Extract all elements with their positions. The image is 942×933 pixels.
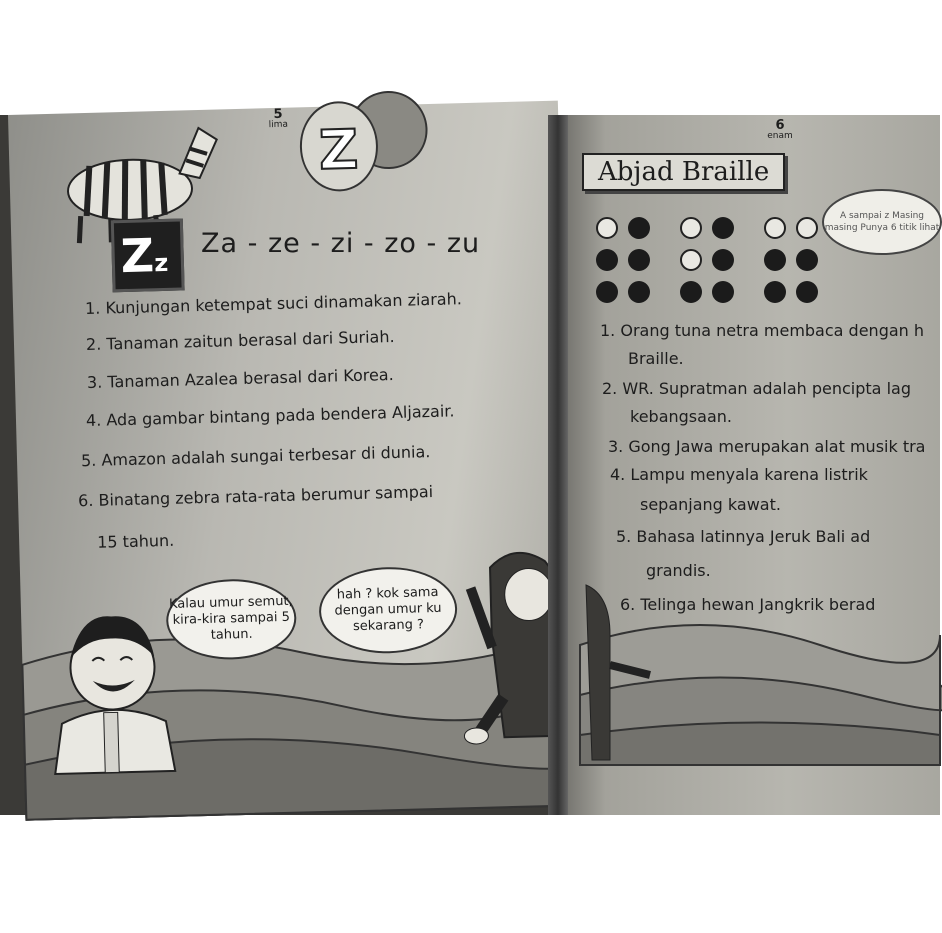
list-item: 5. Amazon adalah sungai terbesar di dunia. xyxy=(80,442,431,471)
braille-dot xyxy=(628,249,650,271)
braille-dot xyxy=(596,281,618,303)
braille-dot xyxy=(596,217,618,239)
boy-illustration xyxy=(41,601,185,775)
braille-dot xyxy=(764,281,786,303)
balloon-z-illustration xyxy=(288,104,430,198)
badge-small: z xyxy=(153,248,169,278)
left-page xyxy=(8,101,576,820)
list-item: 15 tahun. xyxy=(96,530,175,552)
list-item: 1. Orang tuna netra membaca dengan h xyxy=(600,321,925,340)
braille-dot xyxy=(680,249,702,271)
note-bubble: A sampai z Masing masing Punya 6 titik lihat xyxy=(822,189,942,255)
page-number: 5 xyxy=(273,106,283,123)
page-word: enam xyxy=(767,131,793,141)
landscape-illustration-right xyxy=(580,575,940,765)
braille-dot xyxy=(712,217,734,239)
braille-dot xyxy=(628,281,650,303)
page-number-right xyxy=(760,119,800,141)
list-item: 4. Lampu menyala karena listrik xyxy=(610,465,868,484)
list-item: 2. WR. Supratman adalah pencipta lag xyxy=(602,379,911,398)
list-item: sepanjang kawat. xyxy=(640,495,781,514)
book-spine xyxy=(548,115,568,815)
braille-dot xyxy=(796,249,818,271)
page-number: 6 xyxy=(775,118,785,133)
braille-dot xyxy=(596,249,618,271)
braille-dot xyxy=(680,217,702,239)
list-item: 3. Gong Jawa merupakan alat musik tra xyxy=(608,437,926,456)
badge-capital: Z xyxy=(120,228,155,284)
braille-dot xyxy=(712,249,734,271)
svg-text:Z: Z xyxy=(318,117,359,182)
list-item: 2. Tanaman zaitun berasal dari Suriah. xyxy=(85,326,395,355)
braille-dot xyxy=(764,217,786,239)
page-word: lima xyxy=(268,119,289,131)
list-item: 6. Binatang zebra rata-rata berumur sampai xyxy=(77,482,434,511)
speech-bubble-girl: hah ? kok sama dengan umur ku sekarang ? xyxy=(318,565,458,655)
braille-dot xyxy=(680,281,702,303)
braille-dot xyxy=(712,281,734,303)
list-item: 4. Ada gambar bintang pada bendera Aljazair. xyxy=(85,401,455,431)
page-title: Abjad Braille xyxy=(582,153,785,191)
list-item: Braille. xyxy=(628,349,684,368)
braille-dot xyxy=(764,249,786,271)
list-item: 6. Telinga hewan Jangkrik berad xyxy=(620,595,876,614)
book-photo xyxy=(0,106,940,815)
right-page xyxy=(560,115,940,815)
letter-badge xyxy=(111,218,185,292)
list-item: 3. Tanaman Azalea berasal dari Korea. xyxy=(86,364,394,393)
braille-dot xyxy=(628,217,650,239)
speech-bubble-boy: Kalau umur semut, kira-kira sampai 5 tahun. xyxy=(165,578,297,661)
list-item: grandis. xyxy=(646,561,711,580)
braille-chart xyxy=(596,217,826,307)
list-item: 1. Kunjungan ketempat suci dinamakan ziarah. xyxy=(84,289,463,319)
braille-dot xyxy=(796,217,818,239)
syllables-heading: Za - ze - zi - zo - zu xyxy=(201,227,481,259)
list-item: kebangsaan. xyxy=(630,407,732,426)
list-item: 5. Bahasa latinnya Jeruk Bali ad xyxy=(616,527,871,546)
braille-dot xyxy=(796,281,818,303)
